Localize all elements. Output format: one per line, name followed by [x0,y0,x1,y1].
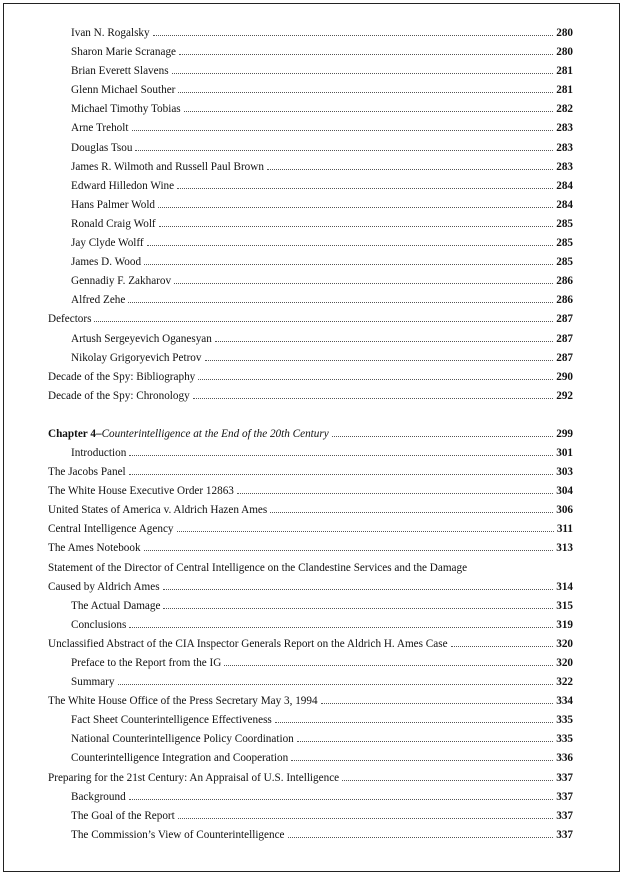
toc-entry-title: James R. Wilmoth and Russell Paul Brown [71,160,264,173]
toc-entry-page: 285 [556,256,573,269]
leader-dots [174,283,553,284]
toc-entry-page: 285 [556,237,573,250]
toc-entry-title: Brian Everett Slavens [71,65,169,78]
leader-dots [147,245,554,246]
toc-entry-page: 299 [556,427,573,440]
toc-entry-title: The Goal of the Report [71,809,175,822]
leader-dots [132,130,554,131]
toc-entry-page: 283 [556,141,573,154]
toc-entry [48,253,573,272]
toc-entry-page: 284 [556,198,573,211]
toc-entry-page: 311 [556,523,573,536]
leader-dots [178,818,553,819]
toc-entry-page: 319 [556,618,573,631]
toc-entry-title: The Jacobs Panel [48,466,126,479]
toc-entry-title: Decade of the Spy: Chronology [48,389,190,402]
leader-dots [275,722,553,723]
toc-chapter-heading [48,425,573,444]
toc-entry-title: Background [71,790,126,803]
toc-entry-page: 287 [556,351,573,364]
leader-dots [144,264,553,265]
toc-entry [48,730,573,749]
leader-dots [94,321,553,322]
leader-dots [172,73,554,74]
toc-entry-page: 280 [556,27,573,39]
toc-entry-title: Jay Clyde Wolff [71,237,144,250]
toc-group-chapter4 [48,444,573,559]
toc-entry-page: 334 [556,695,573,708]
leader-dots [177,531,554,532]
toc-entry-title: Fact Sheet Counterintelligence Effectiveness [71,714,272,727]
leader-dots [237,493,553,494]
toc-entry [48,234,573,253]
toc-entry-page: 281 [556,84,573,97]
leader-dots [205,360,554,361]
toc-entry [48,520,573,539]
toc-entry-page: 313 [556,542,573,555]
leader-dots [451,646,554,647]
toc-group-spies [48,24,573,406]
toc-entry [48,310,573,329]
leader-dots [128,302,553,303]
toc-entry-page: 287 [556,332,573,345]
toc-entry-title: James D. Wood [71,256,142,269]
toc-entry [48,330,573,349]
toc-entry [48,654,573,673]
leader-dots [193,398,554,399]
toc-entry [48,673,573,692]
toc-entry [48,711,573,730]
toc-entry-page: 303 [556,466,573,479]
leader-dots [178,92,553,93]
toc-entry-page: 315 [556,599,573,612]
toc-entry-page: 337 [556,809,573,822]
leader-dots [144,550,554,551]
toc-entry-title: United States of America v. Aldrich Hazen Ames [48,504,268,517]
leader-dots [270,512,553,513]
toc-entry-page: 320 [556,657,573,669]
leader-dots [129,455,553,456]
section-gap [48,406,573,425]
toc-entry-page: 284 [556,179,573,192]
toc-entry [48,769,573,788]
toc-entry-title: Hans Palmer Wold [71,198,156,211]
toc-entry [48,24,573,43]
chapter-prefix: Chapter 4– [48,427,102,440]
toc-entry [48,501,573,520]
leader-dots [118,684,554,685]
toc-entry [48,100,573,119]
leader-dots [215,341,553,342]
toc-entry-page: 286 [556,294,573,307]
toc-entry [48,196,573,215]
toc-entry [48,119,573,138]
toc-entry-page: 285 [556,217,573,230]
toc-group-ames [48,597,573,845]
toc-entry-page: 322 [556,676,573,689]
leader-dots [342,780,553,781]
toc-entry-title: Douglas Tsou [71,141,133,154]
toc-entry [48,444,573,463]
leader-dots [163,589,554,590]
toc-entry-page: 292 [556,389,573,402]
toc-entry-title: Caused by Aldrich Ames [48,580,160,593]
toc-entry [48,43,573,62]
leader-dots [163,608,553,609]
toc-entry [48,139,573,158]
table-of-contents [48,24,573,845]
toc-entry [48,597,573,616]
toc-entry-page: 301 [556,446,573,459]
toc-entry-title: The Actual Damage [71,599,161,612]
toc-entry [48,616,573,635]
toc-entry-title: Arne Treholt [71,122,129,135]
toc-entry [48,62,573,81]
toc-entry-title: Alfred Zehe [71,294,126,307]
toc-entry-title: Summary [71,676,115,689]
leader-dots [224,665,553,666]
toc-entry-title: Edward Hilledon Wine [71,179,175,192]
toc-entry-title: Sharon Marie Scranage [71,46,176,59]
toc-entry-page: 304 [556,485,573,498]
toc-entry-page: 337 [556,828,573,841]
toc-entry-title: Ivan N. Rogalsky [71,27,150,39]
leader-dots [159,226,554,227]
toc-entry-title: Counterintelligence Integration and Cooperation [71,752,289,765]
leader-dots [332,436,554,437]
toc-entry [48,692,573,711]
toc-entry-page: 314 [556,580,573,593]
leader-dots [153,35,554,36]
leader-dots [291,760,553,761]
toc-entry-page: 336 [556,752,573,765]
toc-entry-page: 281 [556,65,573,78]
toc-entry-title: Ronald Craig Wolf [71,217,156,230]
toc-entry [48,635,573,654]
toc-entry-title: Conclusions [71,618,127,631]
toc-entry [48,368,573,387]
toc-entry-title: The White House Executive Order 12863 [48,485,234,498]
leader-dots [135,150,553,151]
toc-entry-title: The White House Office of the Press Secretary May 3, 1994 [48,695,318,708]
toc-entry-title: Defectors [48,313,92,326]
leader-dots [179,54,553,55]
toc-entry-page: 280 [556,46,573,59]
toc-entry [48,826,573,845]
toc-entry-title: Preface to the Report from the IG [71,657,222,669]
toc-entry-title: Nikolay Grigoryevich Petrov [71,351,202,364]
toc-entry-title: Michael Timothy Tobias [71,103,181,116]
toc-entry [48,807,573,826]
leader-dots [198,379,553,380]
toc-entry [48,177,573,196]
toc-entry-title: The Commission’s View of Counterintelligence [71,828,285,841]
toc-entry-title [48,425,329,444]
toc-entry-page: 335 [556,714,573,727]
toc-entry-title: Introduction [71,446,127,459]
toc-entry-page: 337 [556,790,573,803]
toc-entry-page: 283 [556,122,573,135]
toc-entry [48,272,573,291]
toc-entry-page: 287 [556,313,573,326]
toc-entry-title: Artush Sergeyevich Oganesyan [71,332,212,345]
toc-entry [48,349,573,368]
toc-entry-page: 286 [556,275,573,288]
toc-entry-page: 290 [556,370,573,383]
toc-entry-page: 337 [556,771,573,784]
toc-entry-title: The Ames Notebook [48,542,141,555]
toc-entry-title: Central Intelligence Agency [48,523,174,536]
toc-entry [48,539,573,558]
leader-dots [129,474,554,475]
toc-entry-title: Gennadiy F. Zakharov [71,275,172,288]
toc-entry [48,81,573,100]
leader-dots [297,741,553,742]
leader-dots [129,627,553,628]
toc-entry [48,215,573,234]
toc-entry-page: 320 [556,637,573,650]
toc-entry [48,749,573,768]
toc-entry-title: Decade of the Spy: Bibliography [48,370,196,383]
toc-entry-title: Statement of the Director of Central Intelligence on the Clandestine Services and the Damage [48,561,468,574]
toc-entry-page: 335 [556,733,573,746]
toc-entry-page: 282 [556,103,573,116]
toc-entry [48,158,573,177]
toc-entry-title: Unclassified Abstract of the CIA Inspector Generals Report on the Aldrich H. Ames Case [48,637,448,650]
toc-entry-line [48,559,573,578]
toc-entry-title: Preparing for the 21st Century: An Appraisal of U.S. Intelligence [48,771,340,784]
toc-entry-page: 283 [556,160,573,173]
toc-entry [48,578,573,597]
leader-dots [158,207,553,208]
leader-dots [267,169,553,170]
leader-dots [288,837,554,838]
toc-entry [48,788,573,807]
leader-dots [184,111,554,112]
toc-entry [48,291,573,310]
toc-entry-title: National Counterintelligence Policy Coordination [71,733,294,746]
toc-entry [48,482,573,501]
chapter-title: Counterintelligence at the End of the 20th Century [101,427,329,440]
toc-entry-page: 306 [556,504,573,517]
leader-dots [321,703,554,704]
toc-entry [48,387,573,406]
leader-dots [177,188,553,189]
toc-entry-title: Glenn Michael Souther [71,84,176,97]
leader-dots [129,799,554,800]
toc-entry [48,463,573,482]
